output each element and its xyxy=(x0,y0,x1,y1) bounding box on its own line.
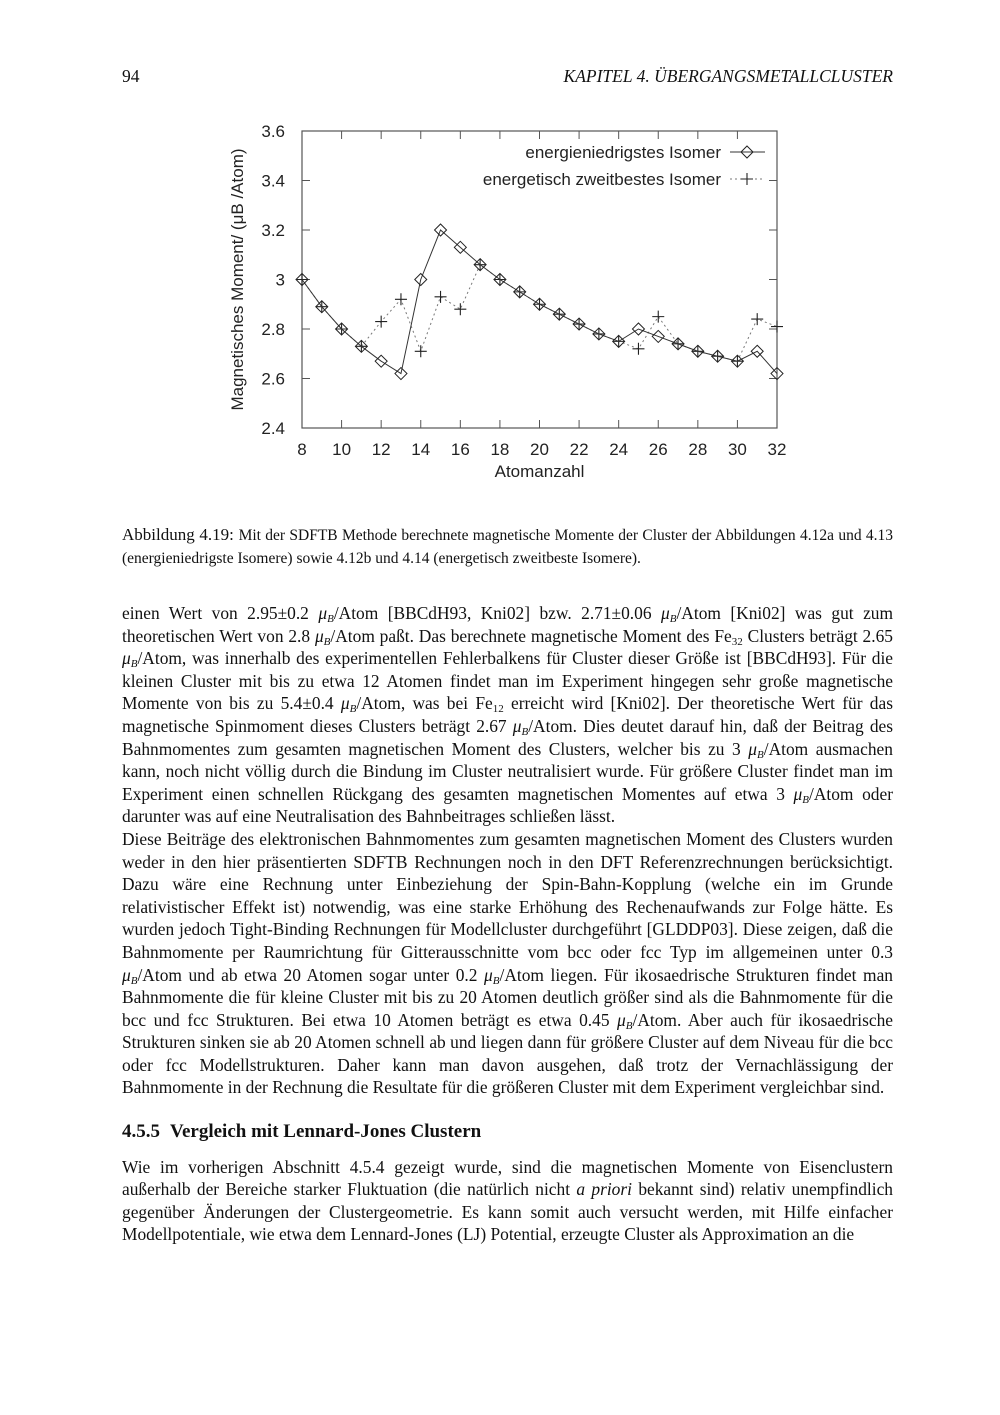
text-run: /Atom paßt. Das berechnete magnetische Moment des Fe xyxy=(330,625,732,646)
paragraph xyxy=(122,602,893,828)
data-point-plus xyxy=(632,343,644,355)
figure-caption xyxy=(122,524,893,570)
x-tick-label: 30 xyxy=(727,440,747,459)
x-tick-label: 20 xyxy=(530,440,549,459)
caption-text: Mit der SDFTB Methode berechnete magnetische Momente der Cluster der Abbildungen 4.12a und 4.13 (energieniedrigste Isomere) sowie 4.12b und 4.14 (energetisch zweitbeste Isomere). xyxy=(122,527,894,567)
paragraph xyxy=(122,828,893,1099)
mu-b-symbol: $\mu_B$ xyxy=(122,648,138,671)
caption-label: Abbildung 4.19: xyxy=(122,525,234,544)
legend-label: energieniedrigstes Isomer xyxy=(525,143,721,162)
x-tick-label: 16 xyxy=(450,440,470,459)
page-number: 94 xyxy=(122,66,140,86)
data-point-plus xyxy=(415,345,427,357)
text-run: /Atom liegen. Für ikosaedrische Strukturen findet man Bahnmomente die für kleine Cluster mit bis zu 20 Atomen deutlich größer sind als die Bahnmomente für die bcc und fcc Strukturen. Bei etwa 10 Atomen beträgt es etwa 0.45 xyxy=(122,964,893,1030)
x-tick-label: 22 xyxy=(569,440,589,459)
x-tick-label: 12 xyxy=(371,440,391,459)
y-tick-label: 3.4 xyxy=(261,171,285,191)
y-tick-label: 2.8 xyxy=(261,320,285,339)
mu-b-symbol: $\mu_B$ xyxy=(340,693,357,716)
text-run: /Atom. Dies deutet darauf hin, daß der Beitrag des Bahnmomentes zum gesamten magnetischen Moment des Clusters, welcher bis zu 3 xyxy=(122,715,893,759)
italic-text: a priori xyxy=(576,1179,632,1200)
text-run: /Atom oder darunter was auf eine Neutralisation des Bahnbeitrages schließen lässt. xyxy=(122,783,893,827)
section-heading xyxy=(122,1121,893,1144)
data-point-plus xyxy=(435,291,447,303)
x-tick-label: 24 xyxy=(609,440,629,459)
data-point-plus xyxy=(771,321,783,333)
text-run: bekannt sind) relativ unempfindlich gegenüber Änderungen der Clustergeometrie. Es kann somit auch versucht werden, mit Hilfe einfacher Modellpotentiale, wie etwa dem Lennard-Jones (LJ) Potential, erzeugte Cluster als Approximation an die xyxy=(122,1179,893,1245)
mu-b-symbol: $\mu_B$ xyxy=(793,783,810,806)
body-text xyxy=(122,602,893,1246)
y-axis-label: Magnetisches Moment/ (μB /Atom) xyxy=(228,148,247,411)
mu-b-symbol: $\mu_B$ xyxy=(512,715,529,738)
mu-b-symbol: $\mu_B$ xyxy=(122,964,138,987)
text-run: /Atom, was innerhalb des experimentellen Fehlerbalkens für Cluster dieser Größe ist [BBCdH93]. Für die kleinen Cluster mit bis zu etwa 12 Atomen findet man im Experiment hingegen sehr große magnetische Momente von bis zu 5.4±0.4 xyxy=(122,648,893,714)
text-run: /Atom [BBCdH93, Kni02] bzw. 2.71±0.06 xyxy=(333,603,661,623)
text-run: einen Wert von 2.95±0.2 xyxy=(122,603,319,623)
mu-b-symbol: $\mu_B$ xyxy=(318,603,334,625)
x-tick-label: 18 xyxy=(490,440,510,459)
mu-b-symbol: $\mu_B$ xyxy=(661,603,677,625)
subscript: 12 xyxy=(492,703,504,716)
text-run: Clusters beträgt 2.65 xyxy=(742,625,893,646)
mu-b-symbol: $\mu_B$ xyxy=(748,738,764,761)
text-run: Wie im vorherigen Abschnitt 4.5.4 gezeigt wurde, sind die magnetischen Momente von Eisenclustern außerhalb der Bereiche starker Fluktuation (die natürlich nicht xyxy=(122,1156,893,1200)
legend-label: energetisch zweitbestes Isomer xyxy=(482,170,721,189)
text-run: /Atom und ab etwa 20 Atomen sogar unter 0.2 xyxy=(137,964,485,985)
mu-b-symbol: $\mu_B$ xyxy=(314,625,331,648)
y-tick-label: 3 xyxy=(275,270,285,290)
legend-marker-plus xyxy=(741,173,753,185)
x-tick-label: 32 xyxy=(767,440,787,459)
x-axis-label: Atomanzahl xyxy=(494,462,585,481)
data-point-plus xyxy=(375,316,387,328)
x-tick-label: 14 xyxy=(411,440,431,459)
paragraph xyxy=(122,1156,893,1246)
section-title: Vergleich mit Lennard-Jones Clustern xyxy=(170,1121,482,1143)
text-run: Diese Beiträge des elektronischen Bahnmomentes zum gesamten magnetischen Moment des Clusters wurden weder in den hier präsentierten SDFTB Rechnungen noch in den DFT Referenzrechnungen berücksichtigt. Dazu wäre eine Rechnung unter Einbeziehung der Spin-Bahn-Kopplung (welche ein im Grunde relativistischer Effekt ist) notwendig, was eine starke Erhöhung des Rechenaufwands zur Folge hätte. Es wurden jedoch Tight-Binding Rechnungen für Modellcluster durchgeführt [GLDDP03]. Diese zeigen, daß die Bahnmomente per Raumrichtung für Gitterausschnitte vom bcc oder fcc Typ im allgemeinen unter 0.3 xyxy=(122,828,893,962)
series-line-plus xyxy=(302,265,777,362)
x-tick-label: 10 xyxy=(332,440,352,459)
data-point-plus xyxy=(751,313,763,325)
mu-b-symbol: $\mu_B$ xyxy=(617,1009,633,1032)
text-run: erreicht wird [Kni02]. Der theoretische Wert für das magnetische Spinmoment dieses Clusters beträgt 2.67 xyxy=(122,693,893,736)
x-tick-label: 8 xyxy=(297,440,307,459)
section-number: 4.5.5 xyxy=(122,1121,160,1143)
data-point-plus xyxy=(652,311,664,323)
chapter-header: KAPITEL 4. ÜBERGANGSMETALLCLUSTER xyxy=(563,66,893,86)
text-run: /Atom. Aber auch für ikosaedrische Strukturen sinken sie ab 20 Atomen schnell ab und liegen dann für größere Cluster auf dem Niveau für die bcc oder fcc Modellstrukturen. Daher kann man davon ausgehen, daß trotz der Vernachlässigung der Bahnmomente in der Rechnung die Resultate für die größeren Cluster mit dem Experiment vergleichbar sind. xyxy=(122,1009,893,1098)
x-tick-label: 28 xyxy=(688,440,708,459)
text-run: /Atom ausmachen kann, noch nicht völlig durch die Bindung im Cluster neutralisiert wurde. Für größere Cluster findet man im Experiment einen schnellen Rückgang des gesamten magnetischen Momentes auf etwa 3 xyxy=(122,738,893,804)
x-tick-label: 26 xyxy=(648,440,668,459)
y-tick-label: 3.2 xyxy=(261,221,285,240)
mu-b-symbol: $\mu_B$ xyxy=(484,964,500,987)
subscript: 32 xyxy=(731,635,743,648)
y-tick-label: 3.6 xyxy=(261,122,285,141)
text-run: /Atom, was bei Fe xyxy=(356,693,493,714)
magnetic-moment-chart xyxy=(0,0,1000,500)
text-run: /Atom [Kni02] was gut zum theoretischen Wert von 2.8 xyxy=(122,603,894,646)
y-tick-label: 2.4 xyxy=(261,419,285,438)
data-point-plus xyxy=(454,303,466,315)
y-tick-label: 2.6 xyxy=(261,369,285,389)
